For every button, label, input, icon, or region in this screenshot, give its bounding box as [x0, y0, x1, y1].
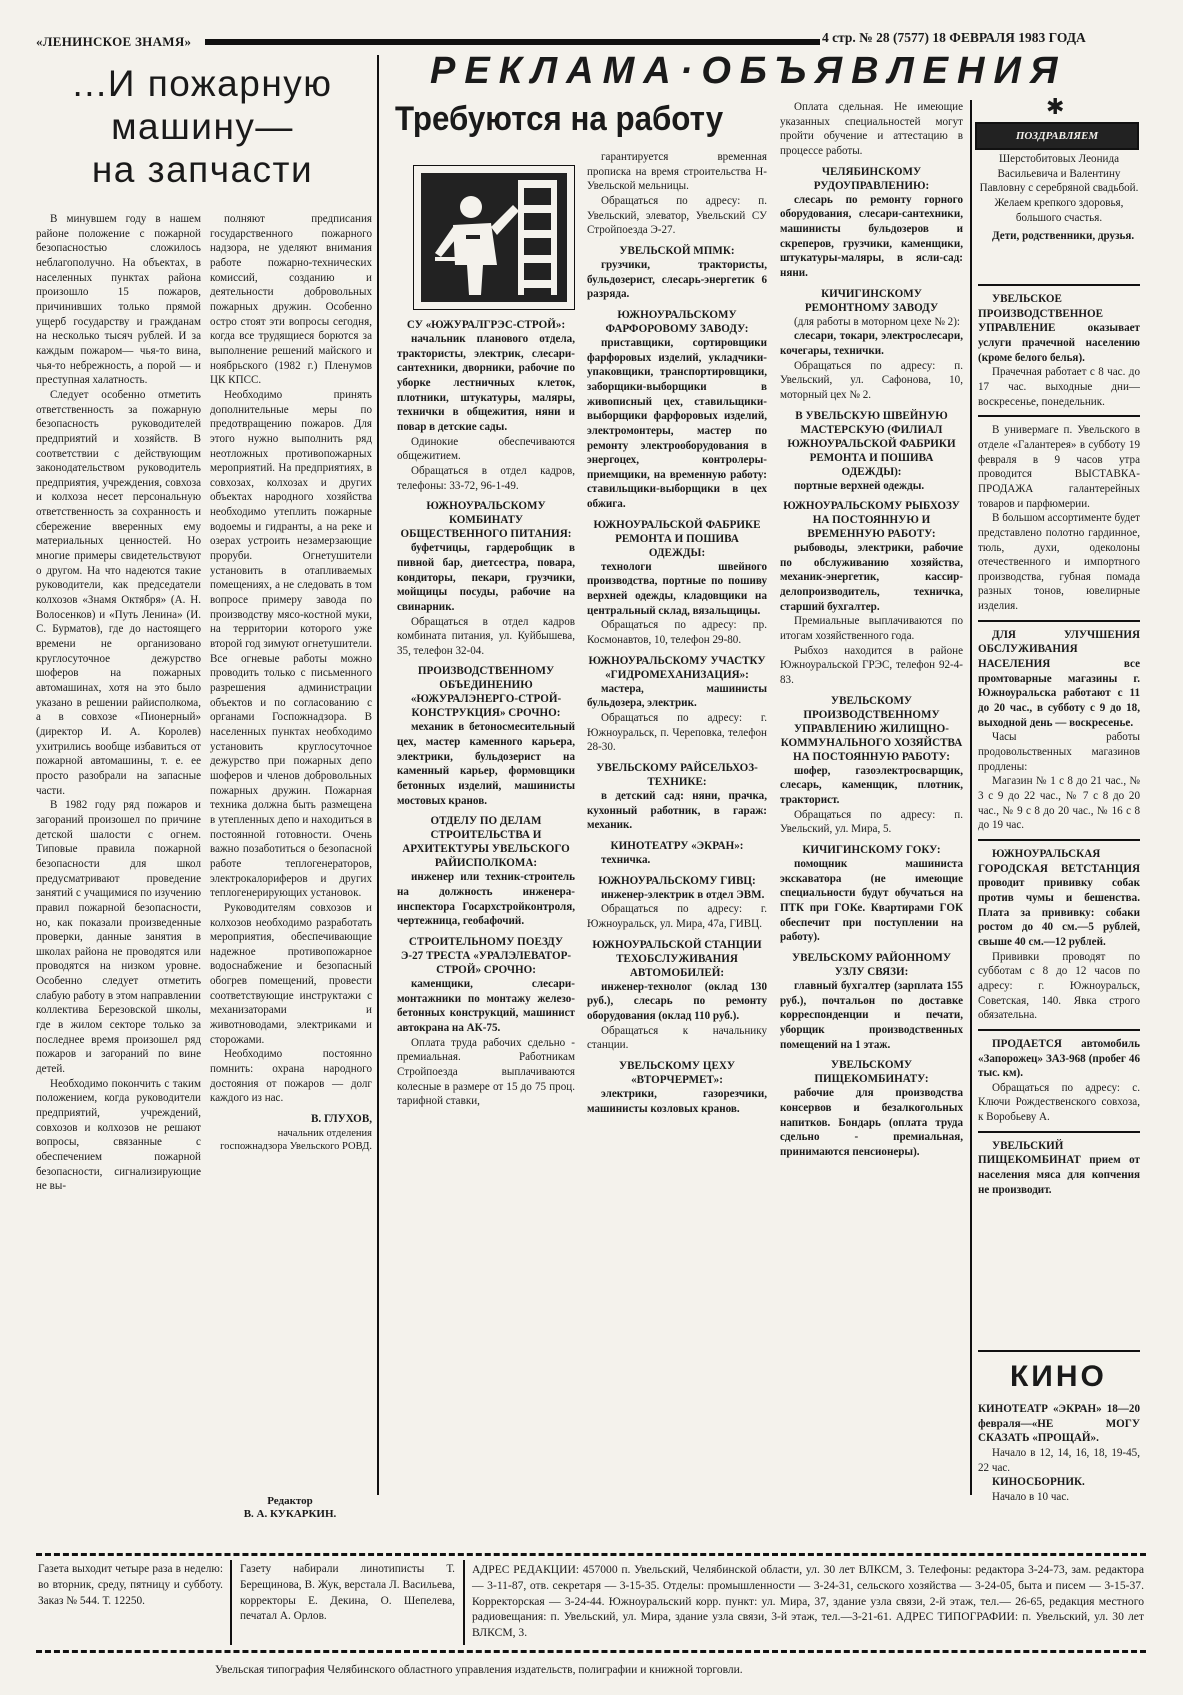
headline-line: на запчасти — [91, 149, 314, 190]
congratulations-badge: ПОЗДРАВЛЯЕМ — [975, 122, 1139, 150]
ad-detail-text: В универмаге п. Увельского в отделе «Галантерея» в субботу 19 февраля в 9 часов утра проводится ВЫСТАВКА-ПРОДАЖА галантерейных товаров и парфюмерии. — [978, 424, 1140, 510]
ads-section-title: РЕКЛАМА·ОБЪЯВЛЕНИЯ — [430, 50, 1067, 92]
ad-job-list: в детский сад: няни, прачка, кухонный работник, в гараж: механик. — [587, 790, 767, 832]
ad-job-list: помощник машиниста экскаватора (не имеющие специальности будут обучаться на ПТК при ГОКе. Квартирами ГОК обеспечит при поступлении на работу). — [780, 858, 963, 944]
newspaper-name: «ЛЕНИНСКОЕ ЗНАМЯ» — [36, 34, 192, 49]
ad-job-list: ДЛЯ УЛУЧШЕНИЯ ОБСЛУЖИВАНИЯ НАСЕЛЕНИЯ все промтоварные магазины г. Южноуральска работают с 11 до 20 час., в субботу с 9 до 18, выходной день — воскресенье. — [978, 628, 1140, 729]
ads-column-b — [587, 150, 767, 1500]
ad-employer-heading: УВЕЛЬСКОЙ МПМК: — [619, 244, 735, 257]
star-icon: ✱ — [1046, 94, 1065, 119]
footer-bottom-rule — [36, 1650, 1146, 1653]
ad-employer-heading: КИНОТЕАТРУ «ЭКРАН»: — [610, 839, 744, 852]
ad-employer-heading: ЮЖНОУРАЛЬСКОЙ ФАБРИКЕ РЕМОНТА И ПОШИВА ОДЕЖДЫ: — [593, 518, 761, 559]
editor-name: В. А. КУКАРКИН. — [243, 1508, 337, 1520]
ad-job-list: технологи швейного производства, портные по пошиву верхней одежды, кладовщики на центральный склад, вязальщицы. — [587, 560, 767, 617]
ad-job-list: инженер-технолог (оклад 130 руб.), слесарь по ремонту оборудования (оклад 110 руб.). — [587, 980, 767, 1022]
ad-detail-text: (для работы в моторном цехе № 2): — [794, 315, 960, 328]
ad-employer-heading: ЮЖНОУРАЛЬСКОМУ ФАРФОРОВОМУ ЗАВОДУ: — [605, 308, 749, 335]
ad-job-list: рабочие для производства консервов и безалкогольных напитков. Бондарь (оплата труда сдельно - премиальная, принимаются пенсионеры). — [780, 1087, 963, 1158]
ad-job-list: приставщики, сортировщики фарфоровых изделий, укладчики-упаковщики, транспортировщики, заборщики-выборщики в живописный цех, ставильщики-выборщики фарфоровых изделий, электромонтеры, мастер по ремонту электрооборудования в энергоцех, контролеры-приемщики, на временную работу: ставильщики-выборщики в цех обжига. — [587, 336, 767, 511]
ad-employer-heading: ЮЖНОУРАЛЬСКОЙ СТАНЦИИ ТЕХОБСЛУЖИВАНИЯ АВТОМОБИЛЕЙ: — [592, 938, 762, 979]
ad-detail-text: В большом ассортименте будет представлено полотно гардинное, тюль, духи, одеколоны отечественного и импортного производства, губная помада разных тонов, ювелирные изделия. — [978, 512, 1140, 613]
ad-employer-heading: УВЕЛЬСКОМУ ПРОИЗВОДСТВЕННОМУ УПРАВЛЕНИЮ ЖИЛИЩНО-КОММУНАЛЬНОГО ХОЗЯЙСТВА НА ПОСТОЯННУЮ РАБОТУ: — [780, 694, 963, 763]
article-paragraph: В минувшем году в нашем районе положение с пожарной безопасностью сложилось неблагополучно. На объектах, в населенных пунктах района произошло 15 пожаров, причинивших только прямой ущерб государству и гражданам на несколько тысяч рублей. И за каждым пожаром— чья-то вина, чья-то небрежность, а порой — и преступная халатность. — [36, 213, 201, 387]
issue-info: 4 стр. № 28 (7577) 18 ФЕВРАЛЯ 1983 ГОДА — [822, 30, 1086, 45]
ad-detail-text: Оплата сдельная. Не имеющие указанных специальностей могут пройти обучение и аттестацию в процессе работы. — [780, 101, 963, 157]
article-paragraph: Следует особенно отметить ответственность за пожарную безопасность руководителей предприятий и хозяйств. В соответствии с действующим законодательством руководитель предприятия, учреждения, совхоза и колхоза несет персональную ответственность за сохранность и сбережение вверенных ему материальных ценностей. Но многие примеры свидетельствуют о другом. На что надеются такие руководители, как председатели колхозов «Знамя Октября» (А. Н. Волосенков) и «Путь Ленина» (И. С. Бурматов), где до настоящего времени не организовано круглосуточное дежурство шоферов на пожарных автомашинах, хотя на это было указано в решении райисполкома, а в совхозе «Пионерный» (директор И. А. Королев) ухитрились вообще избавиться от пожарной автомашины, т. е. ее просто разобрали на запасные части. — [36, 388, 201, 797]
ad-job-list: главный бухгалтер (зарплата 155 руб.), почтальон по доставке корреспонденции и печати, уборщик производственных помещений на 1 этаж. — [780, 979, 963, 1051]
article-headline — [40, 62, 365, 191]
article-column-1 — [36, 212, 201, 1502]
article-paragraph: В 1982 году ряд пожаров и загораний произошел по причине детской шалости с огнем. Типовые правила пожарной безопасности для школ предусматривают проведение занятий с учащимися по изучению правил пожарной безопасности, но, как показали произведенные проверки, данные занятия в школах района не проводятся или проводятся на низком уровне. Особенно следует отметить слабую работу в этом направлении коллектива Березовской школы, где в жилом секторе только за последнее время произошел ряд пожаров и загораний по вине детей. — [36, 799, 201, 1076]
ad-employer-heading: УВЕЛЬСКОМУ РАЙОННОМУ УЗЛУ СВЯЗИ: — [791, 951, 952, 978]
article-paragraph: Необходимо постоянно помнить: охрана народного достояния от пожаров — долг каждого из нас. — [210, 1048, 372, 1105]
ad-detail-text: Обращаться к начальнику станции. — [587, 1024, 767, 1052]
congratulations-block — [978, 152, 1140, 244]
ad-employer-heading: СУ «ЮЖУРАЛГРЭС-СТРОЙ»: — [406, 319, 566, 331]
ad-employer-heading: УВЕЛЬСКОМУ РАЙСЕЛЬХОЗ-ТЕХНИКЕ: — [596, 762, 758, 788]
article-paragraph: Необходимо принять дополнительные меры по предотвращению пожаров. Для этого нужно выполнить ряд неотложных противопожарных мероприятий. На предприятиях, в совхозах, колхозах и других объектах народного хозяйства необходимо утеплить пожарные водоемы и гидранты, а на реке и озерах устроить незамерзающие проруби. Огнетушители установить в отапливаемых помещениях, а не следовать в том вопросе примеру завода по производству мясо-костной муки, на территории которого уже второй год зимуют огнетушители. Все огневые работы можно проводить только с письменного разрешения администрации объектов и по согласованию с органами Госпожнадзора. В населенных пунктах необходимо установить круглосуточное дежурство при пожарных депо шоферов и членов добровольных пожарных дружин. Пожарная техника должна быть размещена в утепленных депо и находиться в постоянной готовности. Очень важно позаботиться о безопасной работе теплогенераторов, электрокалориферов и других теплогенерирующих установок. — [210, 388, 372, 900]
signature-title: начальник отделения госпожнадзора Увельского РОВД. — [220, 1127, 372, 1152]
headline-line: машину— — [111, 106, 294, 147]
ad-job-list: ПРОДАЕТСЯ автомобиль «Запорожец» ЗАЗ-968 (пробег 46 тыс. км). — [978, 1037, 1140, 1080]
ad-job-list: шофер, газоэлектросварщик, слесарь, каменщик, плотник, тракторист. — [780, 764, 963, 807]
ad-employer-heading: ЮЖНОУРАЛЬСКОМУ УЧАСТКУ «ГИДРОМЕХАНИЗАЦИЯ»: — [588, 654, 766, 681]
printer-credit: Увельская типография Челябинского областного управления издательств, полиграфии и книжной торговли. — [215, 1664, 743, 1676]
headline-line: ...И пожарную — [72, 63, 333, 104]
ad-divider — [978, 1029, 1140, 1031]
ad-job-list: УВЕЛЬСКИЙ ПИЩЕКОМБИНАТ прием от населения мяса для копчения не производит. — [978, 1139, 1140, 1196]
editor-block — [210, 1495, 370, 1521]
ad-detail-text: Оплата труда рабочих сдельно - премиальная. Работникам Стройпоезда выплачиваются колесные в размере от 15 до 75 проц. тарифной ставки, — [397, 1036, 575, 1108]
column-divider — [377, 55, 379, 1495]
ad-detail-text: Обращаться по адресу: с. Ключи Рождественского совхоза, к Воробьеву А. — [978, 1081, 1140, 1124]
ad-detail-text: Обращаться в отдел кадров комбината питания, ул. Куйбышева, 35, телефон 32-04. — [397, 615, 575, 657]
cinema-title: КИНО — [1010, 1360, 1107, 1393]
ad-job-list: мастера, машинисты бульдозера, электрик. — [587, 682, 767, 710]
ad-detail-text: Обращаться по адресу: г. Южноуральск, п. Череповка, телефон 28-30. — [587, 712, 767, 754]
ad-detail-text: Обращаться по адресу: п. Увельский, ул. Сафонова, 10, моторный цех № 2. — [780, 359, 963, 401]
article-paragraph: Руководителям совхозов и колхозов необходимо разработать мероприятия, обеспечивающие надежное противопожарное водоснабжение и безопасный обогрев помещений, провести соответствующие инструктажи с механизаторами и животноводами, электриками и сторожами. — [210, 901, 372, 1046]
congratulations-text: Шерстобитовых Леонида Васильевича и Валентину Павловну с серебряной свадьбой. Желаем крепкого здоровья, большого счастья. — [979, 153, 1139, 224]
ad-detail-text: Часы работы продовольственных магазинов продлены: — [978, 731, 1140, 773]
cinema-program-2: КИНОСБОРНИК. — [992, 1476, 1085, 1489]
ad-job-list: УВЕЛЬСКОЕ ПРОИЗВОДСТВЕННОЕ УПРАВЛЕНИЕ оказывает услуги прачечной населению (кроме белого белья). — [978, 293, 1140, 364]
ad-divider — [978, 839, 1140, 841]
footer-divider — [230, 1560, 232, 1645]
ad-employer-heading: КИЧИГИНСКОМУ ГОКУ: — [802, 844, 941, 856]
ad-divider — [978, 620, 1140, 622]
ads-subtitle: Требуются на работу — [395, 100, 724, 138]
ad-job-list: механик в бетоносмесительный цех, мастер каменного карьера, электрики, бульдозерист на каменный карьер, формовщики бетонных изделий, машинисты мостовых кранов. — [397, 721, 575, 807]
ad-job-list: слесарь по ремонту горного оборудования, слесари-сантехники, машинисты бульдозеров и скреперов, грузчики, каменщики, штукатуры-маляры, в ясли-сад: няни. — [780, 193, 963, 279]
ad-job-list: буфетчицы, гардеробщик в пивной бар, диетсестра, повара, кондиторы, пекари, грузчики, мойщицы посуды, рабочие на свинарник. — [397, 542, 575, 613]
ad-detail-text: Прачечная работает с 8 час. до 17 час. выходные дни— воскресенье, понедельник. — [978, 366, 1140, 408]
ads-column-d — [978, 292, 1140, 1347]
cinema-program: КИНОТЕАТР «ЭКРАН» 18—20 февраля—«НЕ МОГУ СКАЗАТЬ «ПРОЩАЙ». — [978, 1403, 1140, 1445]
worker-illustration — [413, 165, 575, 310]
ad-employer-heading: ЮЖНОУРАЛЬСКОМУ ГИВЦ: — [598, 874, 756, 887]
ad-employer-heading: ПРОИЗВОДСТВЕННОМУ ОБЪЕДИНЕНИЮ «ЮЖУРАЛЭНЕРГО-СТРОЙ-КОНСТРУКЦИЯ» СРОЧНО: — [410, 665, 562, 720]
ad-detail-text: Обращаться в отдел кадров, телефоны: 33-72, 96-1-49. — [397, 464, 575, 492]
ad-detail-text: Магазин № 1 с 8 до 21 час., № 3 с 9 до 22 час., № 7 с 8 до 20 час., № 9 с 8 до 20 час., № 16 с 8 до 19 час. — [978, 775, 1140, 832]
ads-column-c — [780, 100, 963, 1500]
ad-detail-text: Обращаться по адресу: п. Увельский, ул. Мира, 5. — [780, 808, 963, 836]
section-divider — [978, 284, 1140, 286]
ad-detail-text: Рыбхоз находится в районе Южноуральской ГРЭС, телефон 92-4-83. — [780, 644, 963, 687]
congratulations-signature: Дети, родственники, друзья. — [992, 230, 1135, 243]
footer-top-rule — [36, 1553, 1146, 1556]
editor-label: Редактор — [267, 1495, 313, 1507]
ad-job-list: инженер-электрик в отдел ЭВМ. — [601, 888, 765, 901]
ad-detail-text: Премиальные выплачиваются по итогам хозяйственного года. — [780, 615, 963, 643]
footer-staff: Газету набирали линотиписты Т. Берещинова, В. Жук, верстала Л. Васильева, корректоры Е. Декина, О. Шепелева, печатал А. Орлов. — [240, 1563, 455, 1623]
ad-job-list: грузчики, трактористы, бульдозерист, слесарь-энергетик 6 разряда. — [587, 258, 767, 301]
ad-detail-text: Обращаться по адресу: пр. Космонавтов, 10, телефон 29-80. — [587, 619, 767, 647]
masthead-rule — [205, 39, 820, 45]
ad-employer-heading: ЧЕЛЯБИНСКОМУ РУДОУПРАВЛЕНИЮ: — [813, 165, 930, 192]
article-column-2 — [210, 212, 372, 1502]
ad-employer-heading: УВЕЛЬСКОМУ ПИЩЕКОМБИНАТУ: — [814, 1059, 929, 1086]
ad-divider — [978, 415, 1140, 417]
ad-job-list: ЮЖНОУРАЛЬСКАЯ ГОРОДСКАЯ ВЕТСТАНЦИЯ проводит прививку собак против чумы и бешенства. Плата за прививку: собаки ростом до 40 см.—5 рублей, свыше 40 см.—12 рублей. — [978, 847, 1140, 948]
ad-job-list: электрики, газорезчики, машинисты козловых кранов. — [587, 1087, 767, 1115]
footer-schedule: Газета выходит четыре раза в неделю: во вторник, среду, пятницу и субботу. Заказ № 544. Т. 12250. — [38, 1563, 223, 1607]
ad-employer-heading: КИЧИГИНСКОМУ РЕМОНТНОМУ ЗАВОДУ — [804, 287, 939, 314]
cinema-times: Начало в 12, 14, 16, 18, 19-45, 22 час. — [978, 1446, 1140, 1474]
column-divider — [970, 100, 972, 1495]
ad-job-list: рыбоводы, электрики, рабочие по обслуживанию хозяйства, механик-энергетик, кассир-делопроизводитель, техничка, старший бухгалтер. — [780, 542, 963, 613]
ad-employer-heading: В УВЕЛЬСКУЮ ШВЕЙНУЮ МАСТЕРСКУЮ (ФИЛИАЛ ЮЖНОУРАЛЬСКОЙ ФАБРИКИ РЕМОНТА И ПОШИВА ОДЕЖДЫ): — [787, 409, 956, 478]
article-column-2-body — [210, 212, 372, 1106]
ad-detail-text: Одинокие обеспечиваются общежитием. — [397, 435, 575, 463]
ad-job-list: слесари, токари, электрослесари, кочегары, технички. — [780, 330, 963, 357]
cinema-times-2: Начало в 10 час. — [992, 1490, 1070, 1503]
ad-job-list: каменщики, слесари-монтажники по монтажу железо-бетонных конструкций, машинист автокрана на АК-75. — [397, 978, 575, 1034]
ad-employer-heading: ЮЖНОУРАЛЬСКОМУ КОМБИНАТУ ОБЩЕСТВЕННОГО ПИТАНИЯ: — [400, 500, 572, 541]
ad-divider — [978, 1131, 1140, 1133]
ad-job-list: техничка. — [601, 853, 651, 866]
ad-employer-heading: УВЕЛЬСКОМУ ЦЕХУ «ВТОРЧЕРМЕТ»: — [618, 1059, 736, 1086]
ad-detail-text: Обращаться по адресу: г. Южноуральск, ул. Мира, 47а, ГИВЦ. — [587, 903, 767, 930]
ads-column-a — [397, 318, 575, 1498]
ad-detail-text: Обращаться по адресу: п. Увельский, элеватор, Увельский СУ Стройпоезда Э-27. — [587, 194, 767, 237]
ad-employer-heading: СТРОИТЕЛЬНОМУ ПОЕЗДУ Э-27 ТРЕСТА «УРАЛЭЛЕВАТОР-СТРОЙ» СРОЧНО: — [400, 936, 572, 977]
section-divider — [978, 1350, 1140, 1352]
ad-job-list: портные верхней одежды. — [794, 479, 925, 492]
signature-name: В. ГЛУХОВ, — [311, 1113, 372, 1126]
ad-job-list: инженер или техник-строитель на должность инженера-инспектора Госархстройконтроля, чертежница, геобафочий. — [397, 871, 575, 928]
ad-employer-heading: ЮЖНОУРАЛЬСКОМУ РЫБХОЗУ НА ПОСТОЯННУЮ И ВРЕМЕННУЮ РАБОТУ: — [783, 500, 960, 541]
article-paragraph: полняют предписания государственного пожарного надзора, не уделяют внимания работе пожарно-технических комиссий, созданию и деятельности добровольных пожарных дружин. Особенно остро стоят эти вопросы сегодня, когда все трудящиеся борются за выполнение решений майского и ноябрьского (1982 г.) Пленумов ЦК КПСС. — [210, 213, 372, 387]
footer-address: АДРЕС РЕДАКЦИИ: 457000 п. Увельский, Челябинской области, ул. 30 лет ВЛКСМ, 3. Телефоны: редактора 3-24-73, зам. редактора — 3-11-87, отв. секретаря — 3-15-35. Отделы: промышленности — 3-24-31, сельского хозяйства — 3-24-05, быта и писем — 3-15-37. Корректорская — 3-24-44. Южноуральский корр. пункт: ул. Мира, 37, здание узла связи, 2-й этаж, тел.— 26-65, редакция местного радиовещания: п. Увельский, ул. Мира, здание узла связи, 3-й этаж, тел.—3-21-61. АДРЕС ТИПОГРАФИИ: п. Увельский, ул. 30 лет ВЛКСМ, 3. — [472, 1563, 1144, 1640]
ad-detail-text: Прививки проводят по субботам с 8 до 12 часов по адресу: г. Южноуральск, Советская, 140. Явка строго обязательна. — [978, 950, 1140, 1022]
ad-job-list: начальник планового отдела, трактористы, электрик, слесари-сантехники, дворники, рабочие по уборке лестничных клеток, плотники, штукатуры, маляры, технички в общежития, няни и повар в детские сады. — [397, 333, 575, 433]
ad-employer-heading: ОТДЕЛУ ПО ДЕЛАМ СТРОИТЕЛЬСТВА И АРХИТЕКТУРЫ УВЕЛЬСКОГО РАЙИСПОЛКОМА: — [402, 815, 570, 870]
cinema-block — [978, 1402, 1140, 1505]
footer-divider — [463, 1560, 465, 1645]
article-paragraph: Необходимо покончить с таким положением, когда руководители предприятий, учреждений, совхозов и колхозов не решают вопросы, связанные с обеспечением пожарной безопасности, сигнализирующие не вы- — [36, 1077, 201, 1193]
ad-detail-text: гарантируется временная прописка на время строительства Н-Увельской мельницы. — [587, 151, 767, 193]
